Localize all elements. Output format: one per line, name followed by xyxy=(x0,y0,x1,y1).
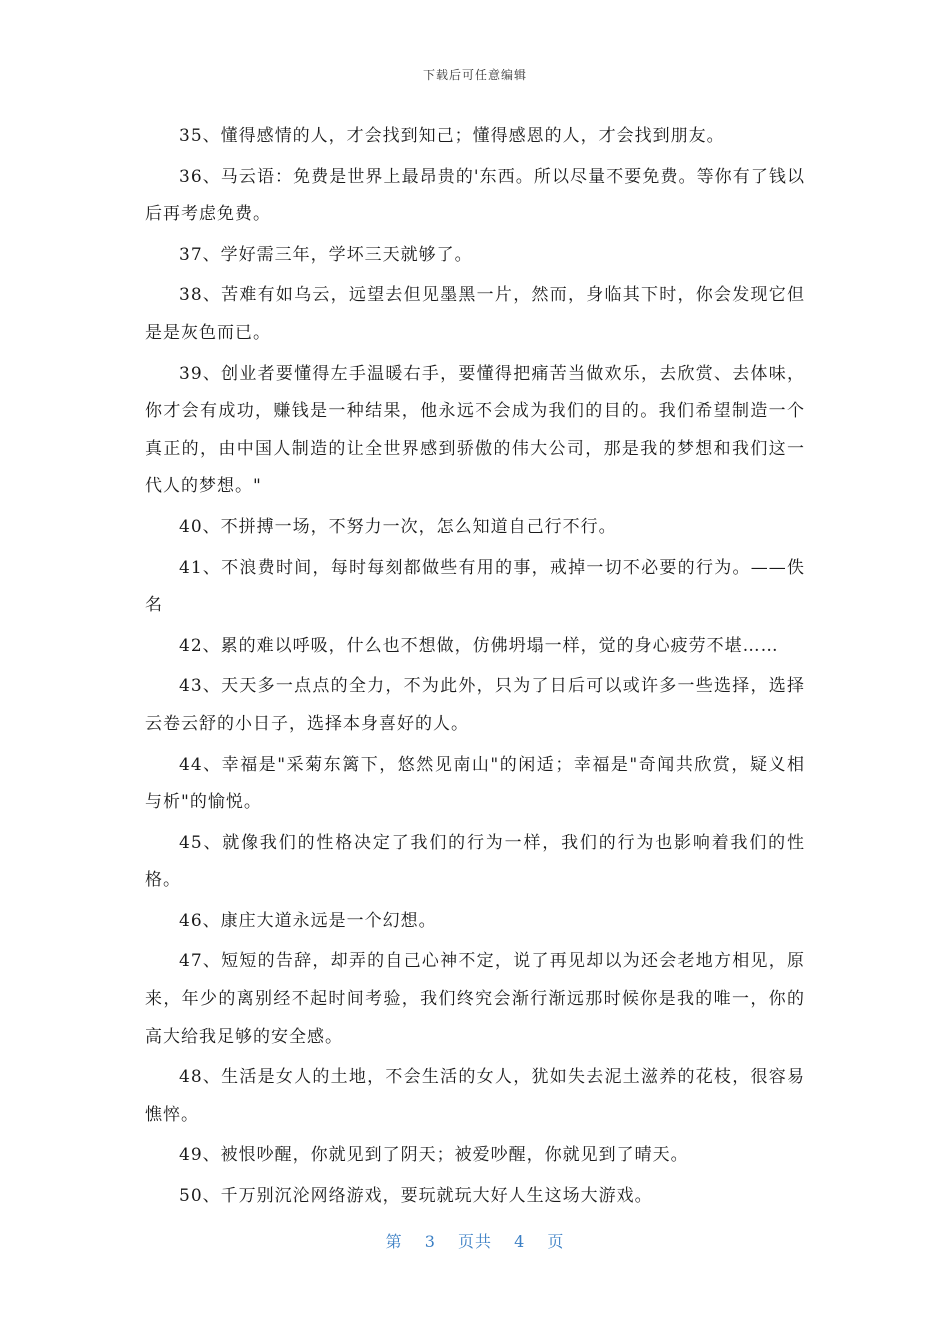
current-page-number: 3 xyxy=(424,1232,436,1251)
quote-paragraph: 46、康庄大道永远是一个幻想。 xyxy=(179,910,437,931)
quote-paragraph: 47、短短的告辞，却弄的自己心神不定，说了再见却以为还会老地方相见，原来，年少的离别经不起时间考验，我们终究会渐行渐远那时候你是我的唯一，你的高大给我足够的安全感。 xyxy=(145,951,805,1047)
quote-paragraph: 40、不拼搏一场，不努力一次，怎么知道自己行不行。 xyxy=(179,516,617,537)
page-header: 下载后可任意编辑 xyxy=(422,68,527,82)
page-footer xyxy=(0,1229,950,1252)
quote-paragraph: 35、懂得感情的人，才会找到知己；懂得感恩的人，才会找到朋友。 xyxy=(179,126,725,146)
footer-middle: 页共 xyxy=(457,1232,492,1251)
quote-paragraph: 41、不浪费时间，每时每刻都做些有用的事，戒掉一切不必要的行为。——佚名 xyxy=(145,557,805,616)
document-body xyxy=(145,118,805,1219)
footer-suffix: 页 xyxy=(547,1232,565,1251)
quote-paragraph: 48、生活是女人的土地，不会生活的女人，犹如失去泥土滋养的花枝，很容易憔悴。 xyxy=(145,1067,805,1125)
quote-paragraph: 45、就像我们的性格决定了我们的行为一样，我们的行为也影响着我们的性格。 xyxy=(145,832,805,891)
quote-paragraph: 42、累的难以呼吸，什么也不想做，仿佛坍塌一样，觉的身心疲劳不堪…… xyxy=(179,635,779,656)
quote-paragraph: 49、被恨吵醒，你就见到了阴天；被爱吵醒，你就见到了晴天。 xyxy=(179,1145,689,1166)
quote-paragraph: 37、学好需三年，学坏三天就够了。 xyxy=(179,244,473,265)
total-pages-number: 4 xyxy=(514,1232,526,1251)
quote-paragraph: 39、创业者要懂得左手温暖右手，要懂得把痛苦当做欢乐，去欣赏、去体味，你才会有成功，赚钱是一种结果，他永远不会成为我们的目的。我们希望制造一个真正的，由中国人制造的让全世界感到骄傲的伟大公司，那是我的梦想和我们这一代人的梦想。" xyxy=(145,363,805,497)
footer-prefix: 第 xyxy=(385,1232,403,1251)
quote-paragraph: 36、马云语：免费是世界上最昂贵的'东西。所以尽量不要免费。等你有了钱以后再考虑免费。 xyxy=(145,166,805,225)
quote-paragraph: 50、千万别沉沦网络游戏，要玩就玩大好人生这场大游戏。 xyxy=(179,1186,653,1207)
quote-paragraph: 43、天天多一点点的全力，不为此外，只为了日后可以或许多一些选择，选择云卷云舒的小日子，选择本身喜好的人。 xyxy=(145,676,805,734)
quote-paragraph: 44、幸福是"采菊东篱下，悠然见南山"的闲适；幸福是"奇闻共欣赏，疑义相与析"的愉悦。 xyxy=(145,754,805,813)
quote-paragraph: 38、苦难有如乌云，远望去但见墨黑一片，然而，身临其下时，你会发现它但是是灰色而已。 xyxy=(145,285,805,343)
